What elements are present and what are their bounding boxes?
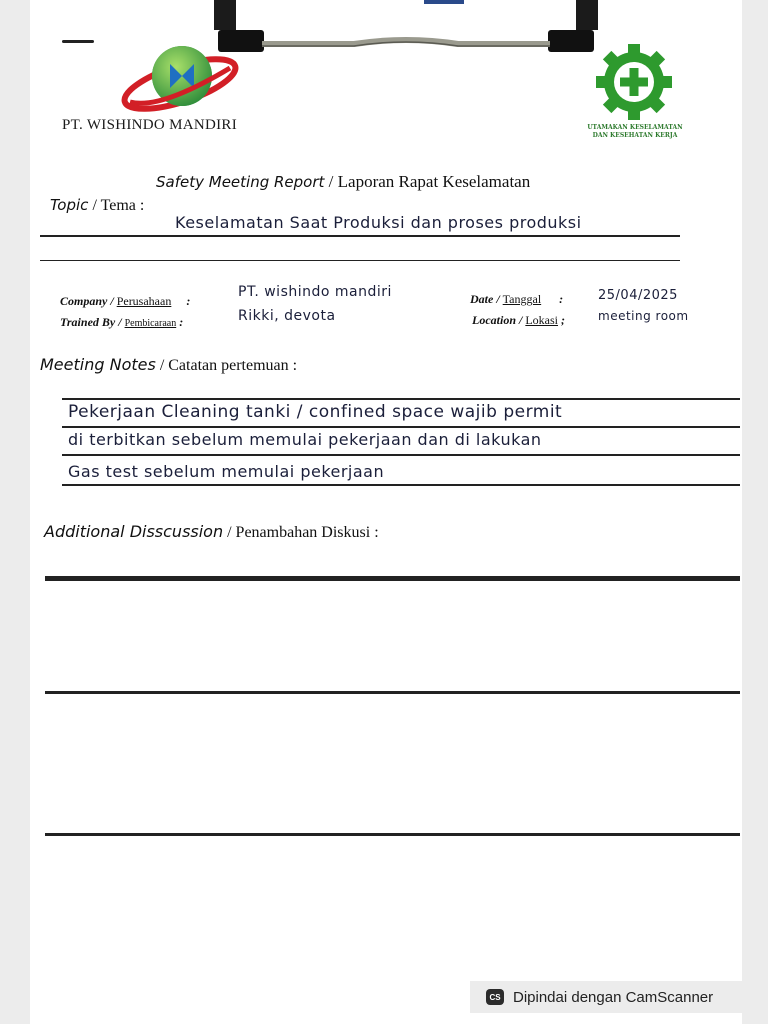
topic-value: Keselamatan Saat Produksi dan proses produksi <box>175 213 582 232</box>
notes-label-en: Meeting Notes <box>40 355 156 374</box>
notes-line-2 <box>62 454 740 456</box>
report-title-id: Laporan Rapat Keselamatan <box>337 172 531 191</box>
paper-sheet <box>30 0 742 1024</box>
scan-right-margin <box>742 0 768 1024</box>
topic-line-2 <box>40 260 680 261</box>
report-title <box>156 172 530 192</box>
additional-discussion-label <box>44 522 379 542</box>
pen-mark <box>62 40 94 43</box>
additional-label-en: Additional Disscussion <box>44 522 224 541</box>
date-label: Date / Tanggal : <box>470 292 564 306</box>
trained-label-id: Pembicaraan <box>124 318 177 329</box>
date-value: 25/04/2025 <box>598 288 678 303</box>
scan-left-margin <box>0 0 30 1024</box>
k3-caption: UTAMAKAN KESELAMATAN DAN KESEHATAN KERJA <box>587 124 683 139</box>
date-label-en: Date <box>470 292 494 306</box>
additional-line-1 <box>45 576 740 581</box>
camscanner-watermark <box>470 981 756 1013</box>
location-label: Location / Lokasi ; <box>472 313 566 327</box>
notes-line-1 <box>62 426 740 428</box>
report-title-en: Safety Meeting Report <box>156 173 325 191</box>
k3-safety-logo-icon <box>588 42 680 122</box>
camscanner-text: Dipindai dengan CamScanner <box>513 988 714 1006</box>
meeting-notes-label <box>40 355 297 375</box>
company-logo-icon <box>120 40 250 115</box>
notes-line-3 <box>62 484 740 486</box>
additional-line-3 <box>45 833 740 836</box>
clipboard-clip-icon <box>214 0 598 56</box>
date-label-id: Tanggal <box>502 292 542 306</box>
company-label-id: Perusahaan <box>116 294 172 308</box>
company-label-en: Company <box>60 294 108 308</box>
notes-label-id: / Catatan pertemuan : <box>159 357 298 374</box>
notes-line-0 <box>62 398 740 400</box>
location-label-id: Lokasi <box>525 313 559 327</box>
camscanner-icon: CS <box>486 989 504 1005</box>
topic-line-1 <box>40 235 680 237</box>
company-name: PT. WISHINDO MANDIRI <box>62 117 238 133</box>
topic-label-id: / Tema : <box>92 197 145 214</box>
trained-label-en: Trained By <box>60 315 116 329</box>
topic-label <box>50 196 144 215</box>
location-label-en: Location <box>472 313 516 327</box>
location-value: meeting room <box>598 309 689 323</box>
additional-label-id: / Penambahan Diskusi : <box>227 524 379 541</box>
note-line-2: di terbitkan sebelum memulai pekerjaan dan di lakukan <box>68 430 542 449</box>
company-value: PT. wishindo mandiri <box>238 284 392 300</box>
note-line-3: Gas test sebelum memulai pekerjaan <box>68 462 385 481</box>
report-title-separator: / <box>324 172 338 191</box>
company-label: Company / Perusahaan : <box>60 294 191 308</box>
note-line-1: Pekerjaan Cleaning tanki / confined space wajib permit <box>68 402 563 422</box>
trained-by-label: Trained By / Pembicaraan : <box>60 315 184 329</box>
additional-line-2 <box>45 691 740 694</box>
trained-by-value: Rikki, devota <box>238 308 336 324</box>
topic-label-en: Topic <box>50 196 89 214</box>
